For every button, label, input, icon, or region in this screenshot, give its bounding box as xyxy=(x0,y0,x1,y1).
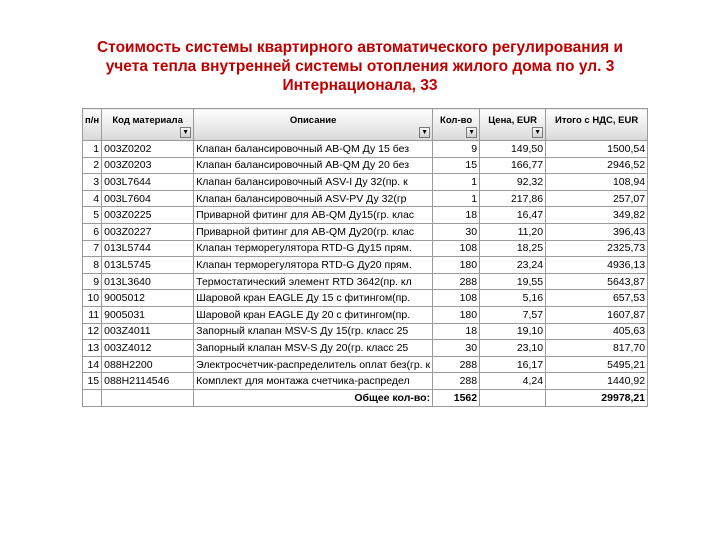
header-row xyxy=(83,109,648,141)
filter-dropdown-icon[interactable]: ▼ xyxy=(532,127,543,138)
cell-code[interactable]: 003Z4012 xyxy=(102,340,194,357)
cell-code[interactable]: 003Z4011 xyxy=(102,323,194,340)
cell-price[interactable]: 23,10 xyxy=(480,340,546,357)
cell-code[interactable]: 003L7644 xyxy=(102,174,194,191)
cell-num[interactable]: 11 xyxy=(83,306,102,323)
cell-num[interactable]: 1 xyxy=(83,141,102,158)
cell-qty[interactable]: 288 xyxy=(433,356,480,373)
cell-num[interactable]: 14 xyxy=(83,356,102,373)
cell-num[interactable]: 7 xyxy=(83,240,102,257)
cell-price[interactable]: 166,77 xyxy=(480,157,546,174)
cell-qty[interactable]: 18 xyxy=(433,207,480,224)
cell-price[interactable]: 19,55 xyxy=(480,273,546,290)
table-row xyxy=(83,157,648,174)
cell-total[interactable]: 5495,21 xyxy=(546,356,648,373)
table-row xyxy=(83,141,648,158)
cell-total[interactable]: 2946,52 xyxy=(546,157,648,174)
cell-total[interactable]: 817,70 xyxy=(546,340,648,357)
cell-code[interactable]: 003Z0203 xyxy=(102,157,194,174)
col-header-num xyxy=(83,109,102,141)
filter-dropdown-icon[interactable]: ▼ xyxy=(466,127,477,138)
col-header-total xyxy=(546,109,648,141)
cell-code[interactable]: 003L7604 xyxy=(102,190,194,207)
cell-num[interactable]: 3 xyxy=(83,174,102,191)
cell-code[interactable]: 003Z0227 xyxy=(102,223,194,240)
cell-desc[interactable]: Комплект для монтажа счетчика-распредел xyxy=(194,373,433,390)
title-line-2: учета тепла внутренней системы отопления жилого дома по ул. 3 xyxy=(105,58,615,75)
cell-total[interactable]: 1500,54 xyxy=(546,141,648,158)
table-row xyxy=(83,174,648,191)
cell-desc[interactable]: Клапан терморегулятора RTD-G Ду20 прям. xyxy=(194,257,433,274)
cell-qty[interactable]: 18 xyxy=(433,323,480,340)
cell-desc[interactable]: Шаровой кран EAGLE Ду 15 с фитингом(пр. xyxy=(194,290,433,307)
cell-total[interactable]: 257,07 xyxy=(546,190,648,207)
table-row xyxy=(83,340,648,357)
cell-total[interactable]: 1440,92 xyxy=(546,373,648,390)
cell-desc[interactable]: Клапан балансировочный ASV-PV Ду 32(гр xyxy=(194,190,433,207)
cell-code[interactable]: 9005031 xyxy=(102,306,194,323)
cell-code[interactable]: 013L3640 xyxy=(102,273,194,290)
cell-price[interactable]: 92,32 xyxy=(480,174,546,191)
table-row xyxy=(83,306,648,323)
cell-code[interactable]: 9005012 xyxy=(102,290,194,307)
cell-qty[interactable]: 288 xyxy=(433,273,480,290)
cell-desc[interactable]: Приварной фитинг для AB-QM Ду20(гр. клас xyxy=(194,223,433,240)
cell-num[interactable]: 6 xyxy=(83,223,102,240)
cell-qty[interactable]: 30 xyxy=(433,223,480,240)
totals-row xyxy=(83,389,648,406)
cell-total[interactable]: 405,63 xyxy=(546,323,648,340)
totals-blank-cell xyxy=(83,389,102,406)
cell-price[interactable]: 7,57 xyxy=(480,306,546,323)
cell-price[interactable]: 5,16 xyxy=(480,290,546,307)
table-row xyxy=(83,356,648,373)
cell-qty[interactable]: 30 xyxy=(433,340,480,357)
table-row xyxy=(83,257,648,274)
cell-qty[interactable]: 180 xyxy=(433,257,480,274)
cell-total[interactable]: 349,82 xyxy=(546,207,648,224)
cell-total[interactable]: 657,53 xyxy=(546,290,648,307)
col-header-total-label: Итого с НДС, EUR xyxy=(555,114,639,126)
cell-total[interactable]: 4936,13 xyxy=(546,257,648,274)
table-row xyxy=(83,290,648,307)
cell-code[interactable]: 003Z0202 xyxy=(102,141,194,158)
cell-code[interactable]: 013L5744 xyxy=(102,240,194,257)
cell-desc[interactable]: Клапан терморегулятора RTD-G Ду15 прям. xyxy=(194,240,433,257)
cell-total[interactable]: 1607,87 xyxy=(546,306,648,323)
totals-label: Общее кол-во: xyxy=(194,389,433,406)
cell-code[interactable]: 088H2200 xyxy=(102,356,194,373)
cell-desc[interactable]: Термостатический элемент RTD 3642(пр. кл xyxy=(194,273,433,290)
col-header-price-label: Цена, EUR xyxy=(488,114,537,126)
col-header-price xyxy=(480,109,546,141)
cell-num[interactable]: 15 xyxy=(83,373,102,390)
col-header-num-label: п/н xyxy=(85,114,100,126)
cell-price[interactable]: 217,86 xyxy=(480,190,546,207)
cell-price[interactable]: 149,50 xyxy=(480,141,546,158)
cell-num[interactable]: 2 xyxy=(83,157,102,174)
col-header-desc xyxy=(194,109,433,141)
cell-qty[interactable]: 288 xyxy=(433,373,480,390)
cell-qty[interactable]: 9 xyxy=(433,141,480,158)
cell-code[interactable]: 088H2114546 xyxy=(102,373,194,390)
table-row xyxy=(83,207,648,224)
table-row xyxy=(83,373,648,390)
title-line-1: Стоимость системы квартирного автоматического регулирования и xyxy=(96,39,623,56)
cell-code[interactable]: 013L5745 xyxy=(102,257,194,274)
table-row xyxy=(83,323,648,340)
cell-num[interactable]: 12 xyxy=(83,323,102,340)
col-header-qty-label: Кол-во xyxy=(440,114,473,126)
totals-blank-cell xyxy=(102,389,194,406)
cell-price[interactable]: 11,20 xyxy=(480,223,546,240)
table-row xyxy=(83,223,648,240)
cell-num[interactable]: 8 xyxy=(83,257,102,274)
cell-price[interactable]: 16,17 xyxy=(480,356,546,373)
cost-table xyxy=(82,108,648,407)
cell-total[interactable]: 108,94 xyxy=(546,174,648,191)
cell-desc[interactable]: Запорный клапан MSV-S Ду 15(гр. класс 25 xyxy=(194,323,433,340)
cell-code[interactable]: 003Z0225 xyxy=(102,207,194,224)
cell-price[interactable]: 4,24 xyxy=(480,373,546,390)
table-row xyxy=(83,240,648,257)
cell-num[interactable]: 13 xyxy=(83,340,102,357)
cell-desc[interactable]: Клапан балансировочный AB-QM Ду 15 без xyxy=(194,141,433,158)
cell-desc[interactable]: Клапан балансировочный ASV-I Ду 32(пр. к xyxy=(194,174,433,191)
col-header-desc-label: Описание xyxy=(289,114,337,126)
cell-price[interactable]: 19,10 xyxy=(480,323,546,340)
totals-sum: 29978,21 xyxy=(546,389,648,406)
col-header-qty xyxy=(433,109,480,141)
cell-qty[interactable]: 1 xyxy=(433,190,480,207)
cell-desc[interactable]: Электросчетчик-распределитель оплат без(гр. к xyxy=(194,356,433,373)
table-row xyxy=(83,273,648,290)
document-title xyxy=(40,38,680,95)
cell-qty[interactable]: 180 xyxy=(433,306,480,323)
cell-num[interactable]: 9 xyxy=(83,273,102,290)
cell-total[interactable]: 2325,73 xyxy=(546,240,648,257)
cell-desc[interactable]: Приварной фитинг для AB-QM Ду15(гр. клас xyxy=(194,207,433,224)
totals-qty: 1562 xyxy=(433,389,480,406)
col-header-code xyxy=(102,109,194,141)
title-line-3: Интернационала, 33 xyxy=(282,77,438,94)
cell-total[interactable]: 396,43 xyxy=(546,223,648,240)
cell-qty[interactable]: 108 xyxy=(433,240,480,257)
cell-total[interactable]: 5643,87 xyxy=(546,273,648,290)
cell-num[interactable]: 10 xyxy=(83,290,102,307)
cell-price[interactable]: 23,24 xyxy=(480,257,546,274)
cell-num[interactable]: 5 xyxy=(83,207,102,224)
table-row xyxy=(83,190,648,207)
cell-price[interactable]: 16,47 xyxy=(480,207,546,224)
cell-qty[interactable]: 1 xyxy=(433,174,480,191)
cell-desc[interactable]: Шаровой кран EAGLE Ду 20 с фитингом(пр. xyxy=(194,306,433,323)
cell-num[interactable]: 4 xyxy=(83,190,102,207)
totals-blank-cell xyxy=(480,389,546,406)
cell-qty[interactable]: 15 xyxy=(433,157,480,174)
filter-dropdown-icon[interactable]: ▼ xyxy=(180,127,191,138)
col-header-code-label: Код материала xyxy=(112,114,183,126)
cell-qty[interactable]: 108 xyxy=(433,290,480,307)
cell-desc[interactable]: Клапан балансировочный AB-QM Ду 20 без xyxy=(194,157,433,174)
filter-dropdown-icon[interactable]: ▼ xyxy=(419,127,430,138)
cell-desc[interactable]: Запорный клапан MSV-S Ду 20(гр. класс 25 xyxy=(194,340,433,357)
cell-price[interactable]: 18,25 xyxy=(480,240,546,257)
